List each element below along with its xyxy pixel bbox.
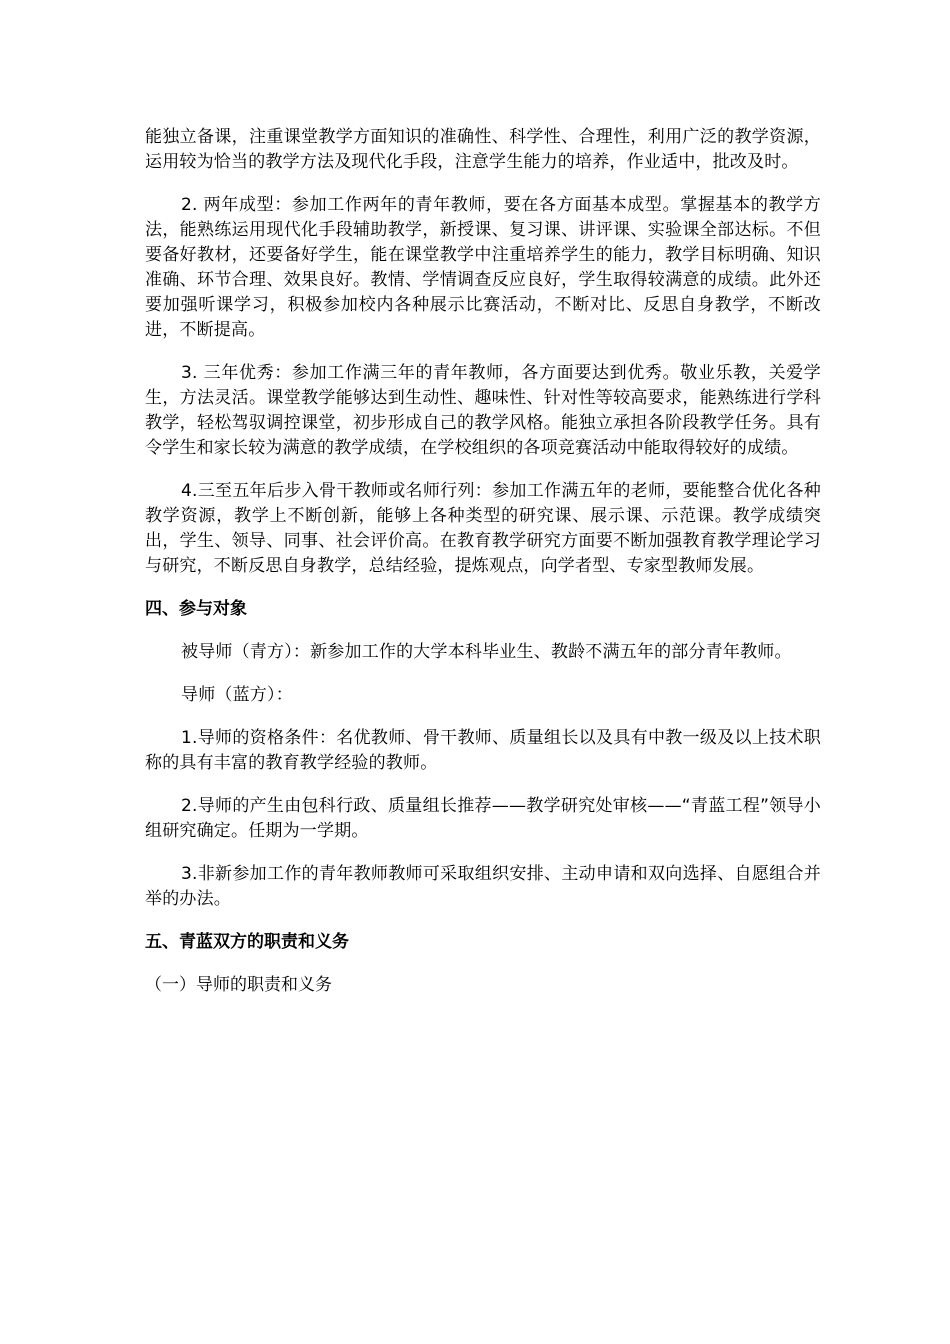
paragraph-mentees: 被导师（青方）：新参加工作的大学本科毕业生、教龄不满五年的部分青年教师。: [181, 642, 792, 662]
section-heading-duties: 五、青蓝双方的职责和义务: [145, 932, 349, 952]
paragraph-five-year: 4.三至五年后步入骨干教师或名师行列：参加工作满五年的老师，要能整合优化各种教学资源，教学上不断创新，能够上各种类型的研究课、展示课、示范课。教学成绩突出，学生、领导、同事、社会评价高。在教育教学研究方面要不断加强教育教学理论学习与研究，不断反思自身教学，总结经验，提炼观点，向学者型、专家型教师发展。: [145, 481, 821, 576]
paragraph-mentor-qualification: 1.导师的资格条件：名优教师、骨干教师、质量组长以及具有中教一级及以上技术职称的具有丰富的教育教学经验的教师。: [145, 728, 821, 773]
subsection-heading-mentor-duties: （一）导师的职责和义务: [145, 975, 332, 995]
paragraph-mentor-pairing: 3.非新参加工作的青年教师教师可采取组织安排、主动申请和双向选择、自愿组合并举的办法。: [145, 864, 821, 909]
paragraph-three-year: 3. 三年优秀：参加工作满三年的青年教师，各方面要达到优秀。敬业乐教，关爱学生，方法灵活。课堂教学能够达到生动性、趣味性、针对性等较高要求，能熟练进行学科教学，轻松驾驭调控课堂，初步形成自己的教学风格。能独立承担各阶段教学任务。具有令学生和家长较为满意的教学成绩，在学校组织的各项竞赛活动中能取得较好的成绩。: [145, 363, 821, 458]
document-body: [145, 125, 821, 998]
paragraph-mentors-label: 导师（蓝方）：: [181, 685, 293, 705]
section-heading-participants: 四、参与对象: [145, 599, 247, 619]
paragraph-two-year: 2. 两年成型：参加工作两年的青年教师，要在各方面基本成型。掌握基本的教学方法，能熟练运用现代化手段辅助教学，新授课、复习课、讲评课、实验课全部达标。不但要备好教材，还要备好学生，能在课堂教学中注重培养学生的能力，教学目标明确、知识准确、环节合理、效果良好。教情、学情调查反应良好，学生取得较满意的成绩。此外还要加强听课学习，积极参加校内各种展示比赛活动，不断对比、反思自身教学，不断改进，不断提高。: [145, 195, 821, 340]
paragraph-mentor-selection: 2.导师的产生由包科行政、质量组长推荐——教学研究处审核——“青蓝工程”领导小组研究确定。任期为一学期。: [145, 796, 821, 841]
paragraph-continuation: 能独立备课，注重课堂教学方面知识的准确性、科学性、合理性，利用广泛的教学资源，运用较为恰当的教学方法及现代化手段，注意学生能力的培养，作业适中，批改及时。: [145, 127, 821, 172]
